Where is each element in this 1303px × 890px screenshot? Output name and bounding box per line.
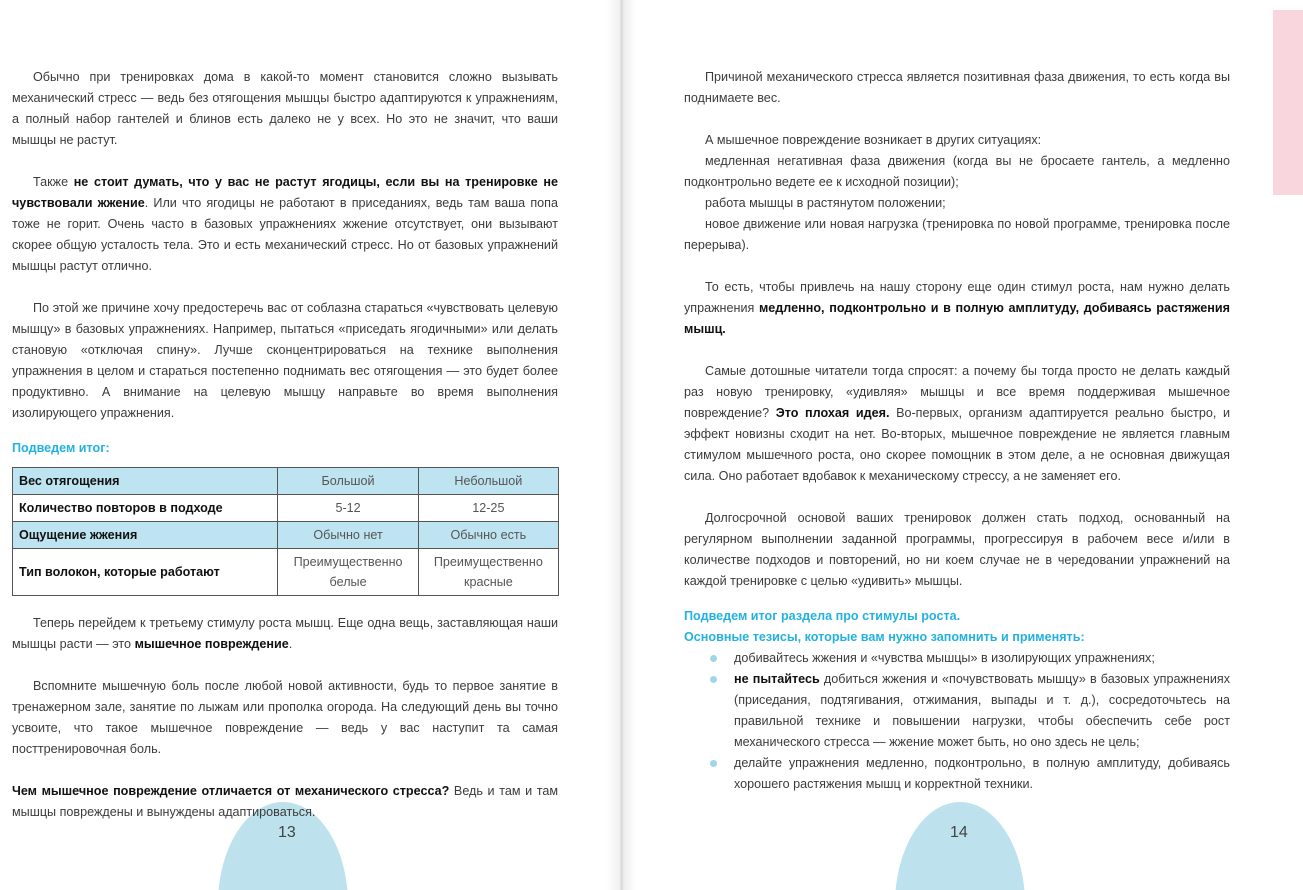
page-number-blob-right bbox=[895, 802, 1025, 890]
paragraph: Самые дотошные читатели тогда спросят: а почему бы тогда просто не делать каждый раз новую тренировку, «удивляя» мышцы и все время поддерживая мышечное повреждение? Это плохая идея. Во-первых, организм адаптируется реально быстро, и эффект новизны сходит на нет. Во-вторых, мышечное повреждение не является главным стимулом мышечного роста, оно скорее помощник в этом деле, а не основная движущая сила. Оно работает вдобавок к механическому стрессу, а не заменяет его. bbox=[684, 364, 1230, 483]
paragraph: Теперь перейдем к третьему стимулу роста мышц. Еще одна вещь, заставляющая наши мышцы расти — это мышечное повреждение. bbox=[12, 616, 558, 651]
table-row: Вес отягощения Большой Небольшой bbox=[13, 468, 559, 495]
summary-table bbox=[12, 467, 559, 596]
list-item: добивайтесь жжения и «чувства мышцы» в изолирующих упражнениях; bbox=[684, 648, 1230, 669]
key-points-heading: Основные тезисы, которые вам нужно запомнить и применять: bbox=[684, 630, 1085, 644]
bookmark-tab bbox=[1273, 10, 1303, 195]
paragraph: Чем мышечное повреждение отличается от механического стресса? Ведь и там и там мышцы повреждены и вынуждены адаптироваться. bbox=[12, 784, 558, 819]
table-row: Количество повторов в подходе 5-12 12-25 bbox=[13, 495, 559, 522]
table-row: Ощущение жжения Обычно нет Обычно есть bbox=[13, 522, 559, 549]
list-item: не пытайтесь добиться жжения и «почувствовать мышцу» в базовых упражнениях (приседания, подтягивания, отжимания, выпады и т. д.), сосредоточьтесь на правильной технике и повышении нагрузки, чтобы обеспечить себе рост механического стресса — жжение может быть, но оно здесь не цель; bbox=[684, 669, 1230, 753]
paragraph: новое движение или новая нагрузка (тренировка по новой программе, тренировка после перерыва). bbox=[684, 217, 1230, 252]
paragraph: Долгосрочной основой ваших тренировок должен стать подход, основанный на регулярном выполнении заданной программы, прогрессируя в рабочем весе и/или в количестве подходов и повторений, но ни коем случае не в чередовании упражнений на каждой тренировке с целью «удивить» мышцы. bbox=[684, 511, 1230, 588]
paragraph: Обычно при тренировках дома в какой-то момент становится сложно вызывать механический стресс — ведь без отягощения мышцы быстро адаптируются к упражнениям, а полный набор гантелей и блинов есть далеко не у всех. Но это не значит, что ваши мышцы не растут. bbox=[12, 70, 558, 147]
page-number-left: 13 bbox=[278, 824, 296, 841]
paragraph: Также не стоит думать, что у вас не растут ягодицы, если вы на тренировке не чувствовали жжение. Или что ягодицы не работают в приседаниях, ведь там ваша попа тоже не горит. Очень часто в базовых упражнениях жжение отсутствует, они вызывают скорее общую усталость тела. Это и есть механический стресс. Но от базовых упражнений мышцы растут отлично. bbox=[12, 175, 558, 273]
section-summary-heading: Подведем итог раздела про стимулы роста. bbox=[684, 609, 961, 623]
paragraph: Причиной механического стресса является позитивная фаза движения, то есть когда вы поднимаете вес. bbox=[684, 70, 1230, 105]
page-number-right: 14 bbox=[950, 824, 968, 841]
paragraph: А мышечное повреждение возникает в других ситуациях: bbox=[705, 133, 1042, 147]
paragraph: То есть, чтобы привлечь на нашу сторону еще один стимул роста, нам нужно делать упражнения медленно, подконтрольно и в полную амплитуду, добиваясь растяжения мышц. bbox=[684, 280, 1230, 336]
paragraph: По этой же причине хочу предостеречь вас от соблазна стараться «чувствовать целевую мышцу» в базовых упражнениях. Например, пытаться «приседать ягодичными» или делать становую «отключая спину». Лучше сконцентрироваться на технике выполнения упражнения в целом и стараться постепенно поднимать вес отягощения — это будет более продуктивно. А внимание на целевую мышцу направьте во время выполнения изолирующего упражнения. bbox=[12, 301, 558, 420]
paragraph: Вспомните мышечную боль после любой новой активности, будь то первое занятие в тренажерном зале, занятие по лыжам или прополка огорода. На следующий день вы точно усвоите, что такое мышечное повреждение — ведь у вас наступит та самая посттренировочная боль. bbox=[12, 679, 558, 756]
left-column bbox=[12, 67, 558, 823]
right-page bbox=[622, 0, 1303, 890]
list-item: делайте упражнения медленно, подконтрольно, в полную амплитуду, добиваясь хорошего растяжения мышц и корректной техники. bbox=[684, 753, 1230, 795]
left-page bbox=[0, 0, 622, 890]
table-row: Тип волокон, которые работают Преимущественно белые Преимущественно красные bbox=[13, 549, 559, 596]
summary-heading: Подведем итог: bbox=[12, 441, 110, 455]
paragraph: медленная негативная фаза движения (когда вы не бросаете гантель, а медленно подконтрольно ведете ее к исходной позиции); bbox=[684, 154, 1230, 189]
book-spine bbox=[606, 0, 636, 890]
paragraph: работа мышцы в растянутом положении; bbox=[705, 196, 946, 210]
key-points-list bbox=[684, 648, 1230, 795]
right-column bbox=[684, 67, 1230, 795]
